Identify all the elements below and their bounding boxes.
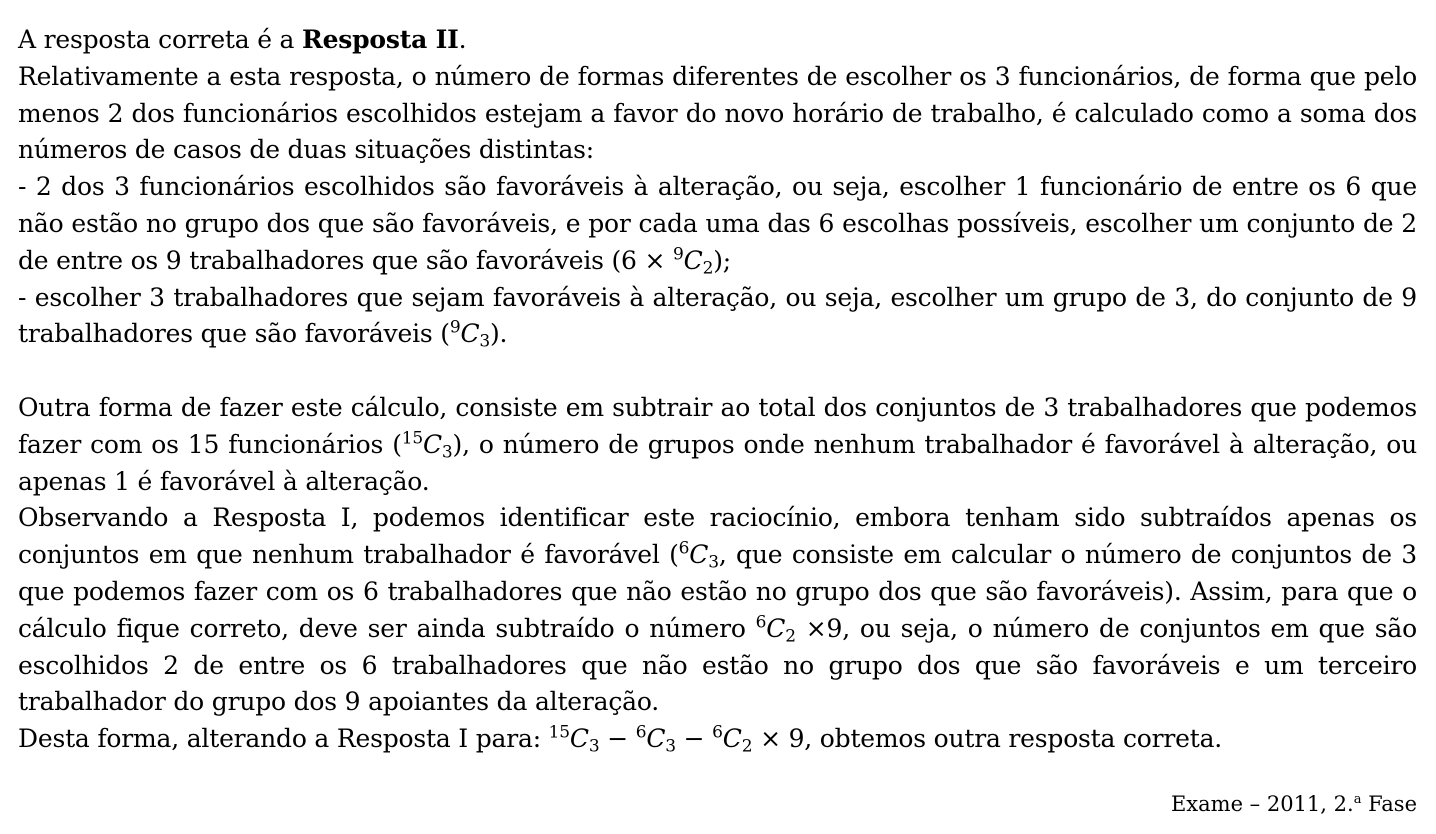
combination-symbol: C: [646, 724, 666, 754]
intro-line: [18, 22, 1417, 59]
conclusion-text-a: Desta forma, alterando a Resposta I para:: [18, 724, 549, 754]
intro-prefix: A resposta correta é a: [18, 25, 302, 54]
combination-symbol: C: [460, 319, 480, 349]
combination-k: 2: [741, 736, 753, 757]
paragraph-alternative: [18, 390, 1417, 500]
paragraph-conclusion: [18, 721, 1417, 758]
paragraph-explanation: [18, 59, 1417, 169]
exam-source-ordinal: a: [1353, 792, 1362, 808]
multiplier-nine: ×9: [795, 613, 843, 643]
alternative-text-b: ), o número de grupos onde nenhum trabalhador é favorável à alteração, ou apenas 1 é favorável à alteração.: [18, 429, 1417, 496]
combination-symbol: C: [683, 245, 703, 275]
observation-text-c: , ou seja, o número de conjuntos em que são escolhidos 2 de entre os 6 trabalhadores que não estão no grupo dos que são favoráveis e um terceiro trabalhador do grupo dos 9 apoiantes da alteração.: [18, 613, 1417, 717]
combination-k: 3: [665, 736, 676, 757]
case-two-text: - escolher 3 trabalhadores que sejam favoráveis à alteração, ou seja, escolher um grupo de 3, do conjunto de 9 trabalhadores que são favoráveis (: [18, 282, 1417, 349]
combination-15c3: [401, 428, 453, 463]
case-one-end: );: [713, 245, 731, 275]
solution-text: [18, 22, 1417, 758]
conclusion-text-b: , obtemos outra resposta correta.: [804, 724, 1223, 754]
observation-text-b: , que consiste em calcular o número de conjuntos de 3 que podemos fazer com os 6 trabalhadores que não estão no grupo dos que são favoráveis). Assim, para que o cálculo fique correto, deve ser ainda subtraído o número: [18, 540, 1418, 643]
combination-n: 6: [755, 612, 767, 633]
combination-15c3: [548, 722, 600, 757]
combination-symbol: C: [569, 724, 589, 754]
combination-symbol: C: [689, 540, 709, 570]
combination-n: 6: [712, 722, 723, 743]
multiplier-nine: × 9: [752, 724, 805, 754]
case-two-end: ).: [490, 319, 508, 349]
case-one: [18, 169, 1417, 279]
combination-symbol: C: [722, 724, 742, 754]
combination-k: 3: [708, 552, 719, 573]
combination-6c2: [755, 612, 796, 646]
combination-k: 3: [479, 331, 490, 352]
intro-suffix: .: [458, 25, 467, 54]
combination-9c2: [673, 244, 714, 279]
exam-source: [1171, 789, 1417, 819]
combination-symbol: C: [766, 613, 786, 643]
minus-operator: −: [675, 724, 713, 754]
combination-6c3: [678, 538, 719, 573]
combination-n: 6: [678, 538, 690, 559]
combination-n: 6: [635, 722, 647, 743]
combination-6c2: [712, 722, 753, 757]
combination-symbol: C: [422, 429, 442, 459]
alternative-text-a: Outra forma de fazer este cálculo, consiste em subtrair ao total dos conjuntos de 3 trabalhadores que podemos fazer com os 15 funcionários (: [18, 392, 1417, 459]
observation-text-a: Observando a Resposta I, podemos identificar este raciocínio, embora tenham sido subtraídos apenas os conjuntos em que nenhum trabalhador é favorável (: [18, 503, 1417, 570]
case-one-text: - 2 dos 3 funcionários escolhidos são favoráveis à alteração, ou seja, escolher 1 funcionário de entre os 6 que não estão no grupo dos que são favoráveis, e por cada uma das 6 escolhas possíveis, escolher um conjunto de 2 de entre os 9 trabalhadores que são favoráveis (6 ×: [18, 172, 1417, 275]
combination-n: 15: [401, 428, 423, 449]
minus-operator: −: [599, 724, 636, 754]
explanation-text: Relativamente a esta resposta, o número de formas diferentes de escolher os 3 funcionários, de forma que pelo menos 2 dos funcionários escolhidos estejam a favor do novo horário de trabalho, é calculado como a soma dos números de casos de duas situações distintas:: [18, 61, 1417, 165]
combination-k: 2: [785, 626, 796, 646]
combination-k: 3: [441, 442, 453, 463]
answer-label: Resposta II: [302, 25, 459, 54]
exam-source-prefix: Exame – 2011, 2.: [1170, 792, 1354, 816]
combination-k: 3: [588, 736, 600, 757]
exam-source-suffix: Fase: [1361, 792, 1417, 816]
combination-k: 2: [702, 258, 714, 279]
combination-n: 15: [548, 722, 570, 743]
combination-6c3: [635, 722, 676, 757]
combination-n: 9: [673, 244, 684, 265]
combination-9c3: [449, 318, 490, 352]
case-two: [18, 280, 1417, 354]
paragraph-observation: [18, 500, 1417, 721]
combination-n: 9: [449, 318, 461, 339]
